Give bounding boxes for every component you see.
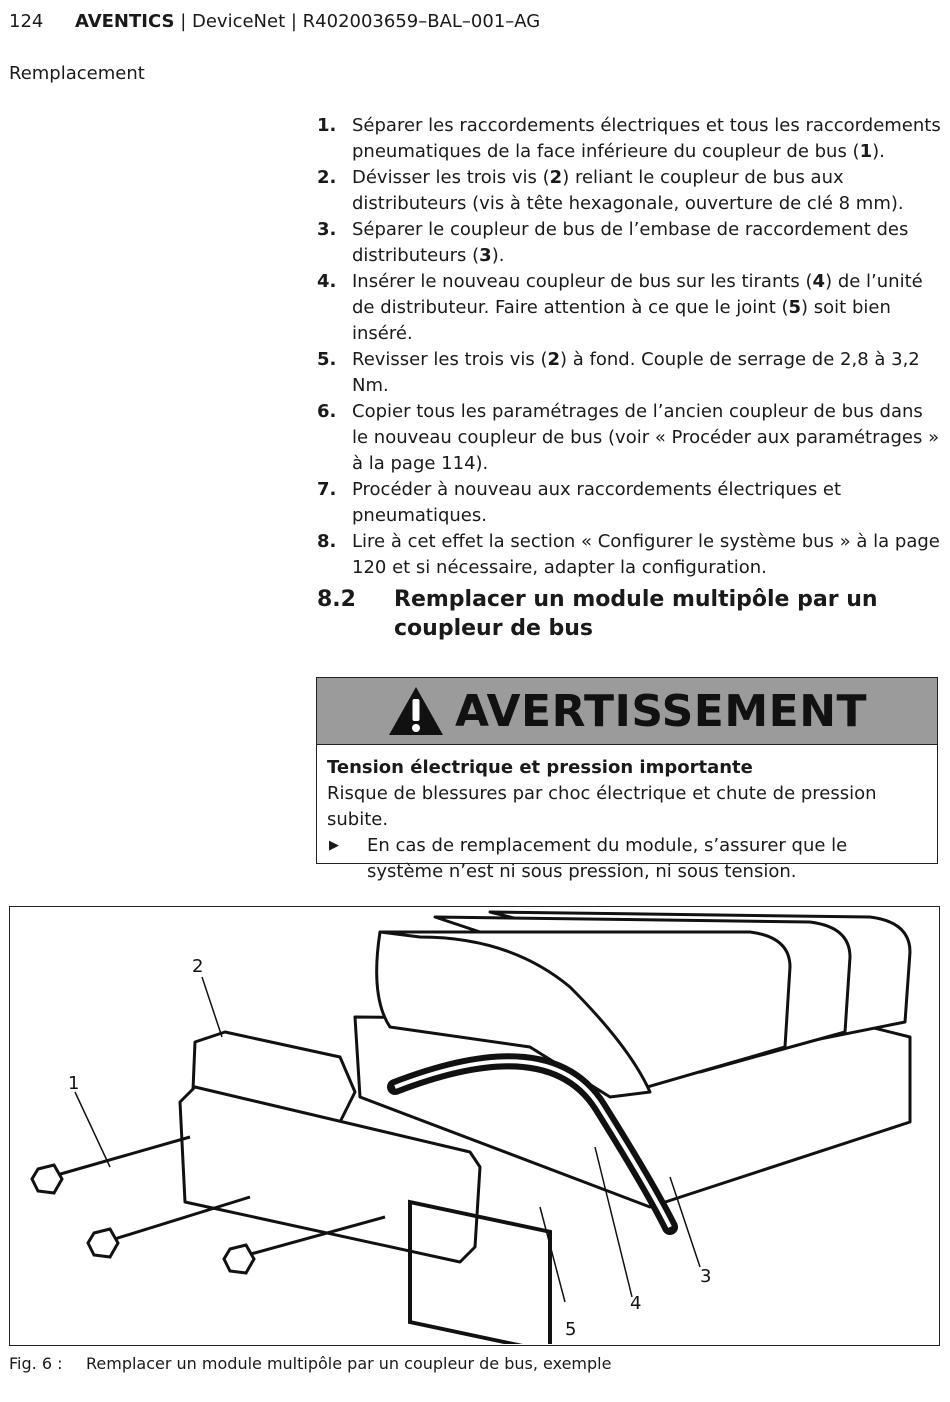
step-ref: 5: [788, 297, 802, 318]
warning-text: Risque de blessures par choc électrique et chute de pression subite.: [327, 783, 877, 830]
figure-illustration: [9, 906, 940, 1346]
step-ref: 1: [859, 141, 873, 162]
step-ref: 4: [812, 271, 826, 292]
step-text-tail: ) à fond. Couple de serrage de 2,8 à 3,2 Nm.: [352, 349, 920, 396]
warning-triangle-icon: [387, 685, 445, 737]
warning-box: [316, 677, 938, 882]
step-text: Dévisser les trois vis (: [352, 167, 550, 188]
warning-subtitle: Tension électrique et pression importante: [327, 757, 753, 778]
warning-header: [317, 678, 937, 745]
section-number: 8.2: [317, 587, 356, 612]
callout-5: 5: [565, 1319, 577, 1340]
callout-4: 4: [630, 1293, 642, 1314]
step-number: 6.: [317, 401, 337, 422]
warning-body: [317, 745, 937, 885]
step-number: 4.: [317, 271, 337, 292]
step-text-mid: ) de l’unité de distributeur. Faire attention à ce que le joint (: [352, 271, 923, 318]
step-number: 1.: [317, 115, 337, 136]
callout-1: 1: [68, 1073, 80, 1094]
bullet-arrow-icon: ▶: [329, 838, 339, 853]
step-item: [317, 529, 942, 581]
step-number: 2.: [317, 167, 337, 188]
step-item: [317, 269, 942, 347]
screw-head: [224, 1245, 254, 1273]
figure-label: Fig. 6 :: [9, 1354, 63, 1373]
warning-title: AVERTISSEMENT: [454, 685, 868, 737]
brand-name: AVENTICS: [75, 11, 175, 32]
warning-action-text: En cas de remplacement du module, s’assurer que le système n’est ni sous pression, ni sous tension.: [367, 835, 848, 882]
step-text-tail: ).: [872, 141, 885, 162]
step-number: 8.: [317, 531, 337, 552]
step-text: Copier tous les paramétrages de l’ancien coupleur de bus dans le nouveau coupleur de bus (voir « Procéder aux paramétrages » à la page 114).: [352, 401, 940, 474]
step-text: Procéder à nouveau aux raccordements électriques et pneumatiques.: [352, 479, 842, 526]
step-ref: 2: [549, 167, 563, 188]
screw: [105, 1197, 250, 1242]
step-ref: 3: [479, 245, 492, 266]
page-header: [9, 11, 540, 32]
screw-head: [32, 1165, 62, 1193]
bus-coupler-drawing: [10, 907, 938, 1344]
procedure-steps: [317, 113, 942, 581]
step-ref: 2: [547, 349, 561, 370]
callout-2: 2: [192, 956, 204, 977]
figure-caption-text: Remplacer un module multipôle par un coupleur de bus, exemple: [86, 1354, 612, 1373]
step-text-tail: ).: [491, 245, 505, 266]
screw-head: [88, 1229, 118, 1257]
callout-3: 3: [700, 1266, 712, 1287]
section-heading: [317, 585, 947, 643]
screw: [50, 1137, 190, 1177]
warning-action: [327, 833, 927, 885]
step-item: [317, 217, 942, 269]
step-text-tail: ) soit bien inséré.: [352, 297, 891, 344]
section-title: Remplacer un module multipôle par un coupleur de bus: [394, 587, 878, 641]
page-number: 124: [9, 11, 44, 32]
step-text-tail: ) reliant le coupleur de bus aux distributeurs (vis à tête hexagonale, ouverture de clé 8 mm).: [352, 167, 904, 214]
step-item: [317, 347, 942, 399]
step-text: Séparer le coupleur de bus de l’embase de raccordement des distributeurs (: [352, 219, 909, 266]
step-item: [317, 113, 942, 165]
step-number: 3.: [317, 219, 337, 240]
step-item: [317, 399, 942, 477]
running-section-label: Remplacement: [9, 63, 145, 84]
step-text: Revisser les trois vis (: [352, 349, 548, 370]
step-text: Lire à cet effet la section « Configurer le système bus » à la page 120 et si nécessaire, adapter la configuration.: [352, 531, 940, 578]
document-info: | DeviceNet | R402003659–BAL–001–AG: [174, 11, 541, 32]
step-number: 5.: [317, 349, 337, 370]
figure-caption: [9, 1354, 611, 1373]
step-text: Insérer le nouveau coupleur de bus sur les tirants (: [352, 271, 813, 292]
step-item: [317, 165, 942, 217]
step-item: [317, 477, 942, 529]
step-number: 7.: [317, 479, 337, 500]
step-text: Séparer les raccordements électriques et tous les raccordements pneumatiques de la face inférieure du coupleur de bus (: [352, 115, 941, 162]
